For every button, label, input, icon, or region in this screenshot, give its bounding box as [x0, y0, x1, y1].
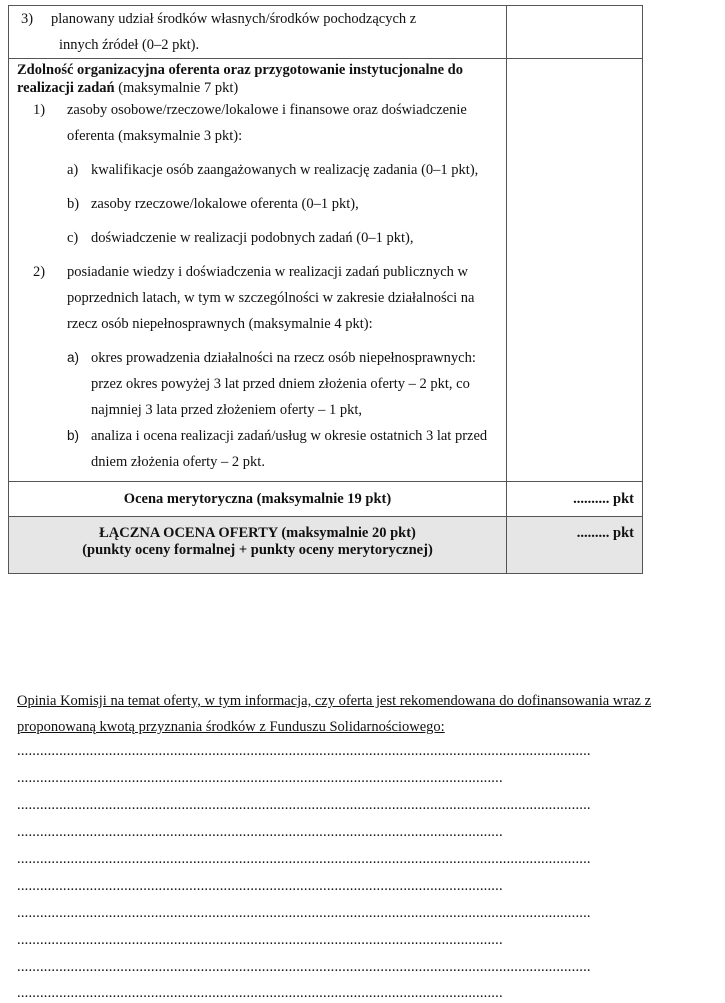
section-heading-title: Zdolność organizacyjna oferenta oraz przygotowanie instytucjonalne do realizacji zadań: [17, 62, 463, 96]
answer-line[interactable]: ......................................................................................................................................................: [17, 906, 591, 920]
item-number: 1): [33, 102, 46, 118]
committee-opinion-heading: Opinia Komisji na temat oferty, w tym informacja, czy oferta jest rekomendowana do dofinansowania wraz z proponowaną kwotą przyznania środków z Funduszu Solidarnościowego:: [17, 693, 652, 735]
sub-item-text: zasoby rzeczowe/lokalowe oferenta (0–1 pkt),: [91, 196, 359, 212]
list-item: [9, 97, 506, 149]
list-item: [9, 259, 506, 337]
sub-item: [9, 191, 506, 217]
sub-item-letter: a): [67, 350, 80, 365]
table-row: [9, 482, 643, 517]
total-score-title: ŁĄCZNA OCENA OFERTY (maksymalnie 20 pkt): [99, 525, 416, 541]
sub-item-text: doświadczenie w realizacji podobnych zadań (0–1 pkt),: [91, 230, 414, 246]
item-text: planowany udział środków własnych/środków pochodzących z: [51, 11, 417, 27]
answer-line[interactable]: ......................................................................................................................................................: [17, 852, 591, 866]
answer-line[interactable]: ...............................................................................................................................: [17, 933, 503, 947]
item-number: 2): [33, 264, 46, 280]
sub-item-letter: b): [67, 196, 80, 212]
sub-item-text: okres prowadzenia działalności na rzecz osób niepełnosprawnych: przez okres powyżej 3 lat przed dniem złożenia oferty – 2 pkt, co najmniej 3 lata przed złożeniem oferty – 1 pkt,: [91, 350, 476, 418]
criterion-cell: [9, 59, 507, 482]
sub-item: [9, 423, 506, 475]
total-score-label: [9, 517, 507, 574]
score-cell[interactable]: [507, 59, 643, 482]
sub-item-letter: b): [67, 428, 80, 443]
answer-line[interactable]: ......................................................................................................................................................: [17, 744, 591, 758]
item-number: 3): [21, 11, 34, 27]
sub-item: [9, 345, 506, 423]
answer-line[interactable]: ......................................................................................................................................................: [17, 960, 591, 974]
sub-item-letter: c): [67, 230, 79, 246]
item-text: posiadanie wiedzy i doświadczenia w realizacji zadań publicznych w poprzednich latach, w tym w szczególności w zakresie działalności na rzecz osób niepełnosprawnych (maksymalnie 4 pkt):: [67, 264, 475, 332]
section-heading: [9, 59, 506, 97]
merit-score-label: Ocena merytoryczna (maksymalnie 19 pkt): [9, 482, 507, 517]
total-score-value[interactable]: ......... pkt: [507, 517, 643, 574]
sub-item-text: kwalifikacje osób zaangażowanych w realizację zadania (0–1 pkt),: [91, 162, 479, 178]
table-row: [9, 59, 643, 482]
criterion-line: [9, 6, 506, 32]
table-row: [9, 6, 643, 59]
answer-line[interactable]: ...............................................................................................................................: [17, 771, 503, 785]
sub-item-text: analiza i ocena realizacji zadań/usług w okresie ostatnich 3 lat przed dniem złożenia oferty – 2 pkt.: [91, 428, 488, 470]
sub-item-letter: a): [67, 162, 79, 178]
criterion-cell: [9, 6, 507, 59]
item-text: zasoby osobowe/rzeczowe/lokalowe i finansowe oraz doświadczenie oferenta (maksymalnie 3 pkt):: [67, 102, 467, 144]
answer-line[interactable]: ...............................................................................................................................: [17, 879, 503, 893]
merit-score-value[interactable]: .......... pkt: [507, 482, 643, 517]
total-score-subtitle: (punkty oceny formalnej + punkty oceny merytorycznej): [82, 542, 433, 558]
item-text-continued: innych źródeł (0–2 pkt).: [59, 37, 200, 53]
answer-line[interactable]: ...............................................................................................................................: [17, 825, 503, 839]
section-heading-max: (maksymalnie 7 pkt): [114, 80, 239, 96]
sub-item: [9, 225, 506, 251]
sub-item: [9, 157, 506, 183]
evaluation-table: [8, 5, 643, 574]
table-row: [9, 517, 643, 574]
score-cell[interactable]: [507, 6, 643, 59]
answer-line[interactable]: ...............................................................................................................................: [17, 986, 503, 1000]
answer-line[interactable]: ......................................................................................................................................................: [17, 798, 591, 812]
